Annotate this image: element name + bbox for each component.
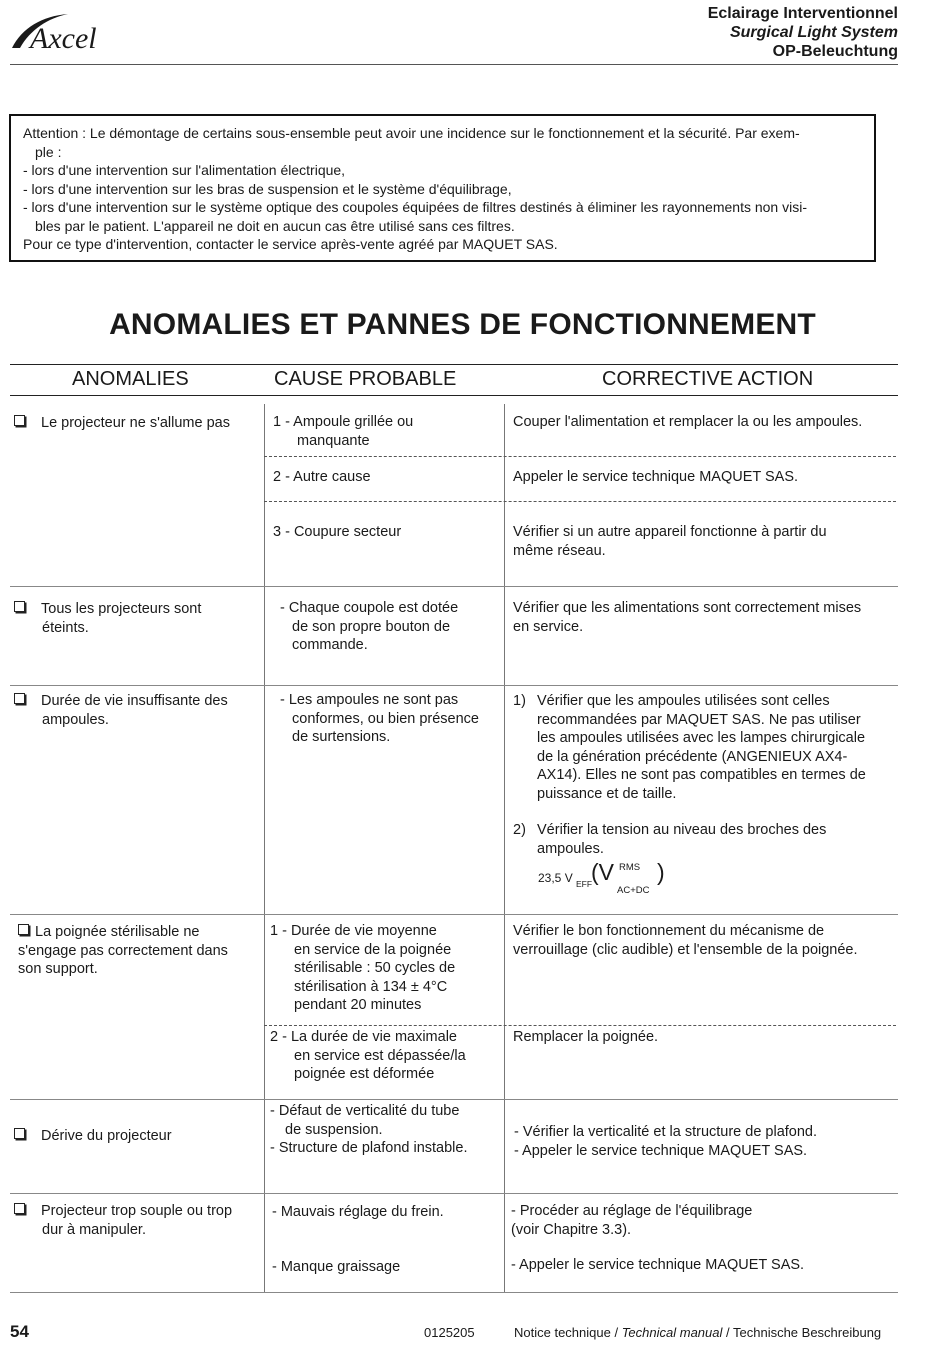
voltage-subscript: EFF [576,879,593,889]
action-cell: Couper l'alimentation et remplacer la ou les ampoules. [513,414,863,430]
action-line: recommandées par MAQUET SAS. Ne pas utiliser [537,711,861,728]
table-row-anomaly [14,1202,232,1239]
column-divider [264,404,265,1292]
anomaly-text: s'engage pas correctement dans [18,942,228,959]
subrow-divider [264,1025,896,1026]
table-row-anomaly [14,692,228,729]
table-row-anomaly [14,414,230,433]
anomaly-text: Durée de vie insuffisante des [41,693,228,709]
action-cell [514,1123,817,1160]
footer-manual-title [514,1325,881,1340]
voltage-value: 23,5 V [538,871,573,885]
cause-line: en service de la poignée [294,941,452,958]
action-line: même réseau. [513,542,606,559]
row-divider [10,1193,898,1194]
cause-line: 2 - La durée de vie maximale [270,1029,457,1045]
action-line: - Vérifier la verticalité et la structure de plafond. [514,1124,818,1140]
action-cell [513,692,893,858]
action-item [513,692,893,803]
table-row-anomaly [18,923,228,979]
header-title-fr: Eclairage Interventionnel [707,5,898,22]
footer-title-de: Technische Beschreibung [733,1325,882,1340]
header-title-de: OP-Beleuchtung [772,43,898,60]
voltage-acdc: AC+DC [617,885,650,896]
action-line: ampoules. [537,840,604,857]
list-number: 2) [513,822,526,838]
action-cell [513,599,861,636]
action-line: Vérifier que les alimentations sont correctement mises [513,600,862,616]
cause-cell [280,691,479,747]
cause-line: poignée est déformée [294,1066,435,1082]
action-line: Vérifier que les ampoules utilisées sont celles [537,693,830,709]
cause-cell: 2 - Autre cause [273,469,371,485]
action-cell [513,523,827,560]
anomaly-text: Tous les projecteurs sont [41,601,202,617]
row-divider [10,586,898,587]
cause-cell [273,413,413,450]
action-line: Vérifier la tension au niveau des broches des [537,822,827,838]
footer-title-fr: Notice technique [514,1325,611,1340]
voltage-paren-open: (V [591,859,614,885]
row-divider [10,1099,898,1100]
action-cell: - Appeler le service technique MAQUET SAS. [511,1257,805,1273]
cause-cell [270,1028,466,1084]
anomaly-text: Dérive du projecteur [41,1128,172,1144]
cause-line: 1 - Durée de vie moyenne [270,923,437,939]
document-reference: 0125205 [424,1325,475,1340]
checkbox-bullet-icon [14,601,25,612]
row-divider [10,914,898,915]
cause-cell [270,1102,467,1158]
warning-line: bles par le patient. L'appareil ne doit en aucun cas être utilisé sans ces filtres. [35,217,515,234]
footer-separator: / [722,1325,733,1340]
footer-separator: / [610,1325,622,1340]
action-line: (voir Chapitre 3.3). [511,1221,632,1238]
cause-cell [270,922,455,1015]
warning-line: - lors d'une intervention sur le système optique des coupoles équipées de filtres destinés à éliminer les rayonnements non visi- [23,199,807,215]
cause-line: - Chaque coupole est dotée [280,600,459,616]
anomaly-text: son support. [18,961,98,977]
action-cell [513,922,858,959]
action-line: en service. [513,618,584,635]
cause-cell [280,599,458,655]
column-header-cause: CAUSE PROBABLE [274,368,457,390]
anomaly-text: Le projecteur ne s'allume pas [41,415,230,431]
action-cell [511,1202,752,1239]
anomaly-text: ampoules. [42,711,109,728]
cause-line: - Défaut de verticalité du tube [270,1103,460,1119]
action-line: - Procéder au réglage de l'équilibrage [511,1203,753,1219]
action-line: Vérifier si un autre appareil fonctionne à partir du [513,524,827,540]
column-divider [504,404,505,1292]
anomaly-text: Projecteur trop souple ou trop [41,1203,233,1219]
row-divider [10,685,898,686]
action-item [513,821,893,858]
checkbox-bullet-icon [14,1203,25,1214]
anomaly-text: dur à manipuler. [42,1221,146,1238]
action-line: les ampoules utilisées avec les lampes chirurgicale [537,730,866,746]
warning-line: - lors d'une intervention sur les bras de suspension et le système d'équilibrage, [23,180,512,197]
warning-box [9,114,876,262]
cause-line: de son propre bouton de [292,618,451,635]
action-line: - Appeler le service technique MAQUET SAS. [514,1142,808,1159]
cause-line: - Les ampoules ne sont pas [280,692,459,708]
footer-title-en: Technical manual [621,1325,723,1340]
action-line: de la génération précédente (ANGENIEUX AX4- [537,748,848,765]
cause-line: conformes, ou bien présence [292,710,479,727]
anomaly-text: éteints. [42,619,89,636]
list-number: 1) [513,693,526,709]
table-row-anomaly [14,1127,172,1146]
action-cell: Appeler le service technique MAQUET SAS. [513,469,799,485]
action-cell: Remplacer la poignée. [513,1029,659,1045]
cause-line: pendant 20 minutes [294,997,422,1013]
checkbox-bullet-icon [14,1128,25,1139]
action-line: AX14). Elles ne sont pas compatibles en termes de [537,767,866,783]
table-top-rule [10,364,898,365]
checkbox-bullet-icon [14,415,25,426]
anomaly-text: La poignée stérilisable ne [35,924,200,940]
cause-line: de surtensions. [292,729,391,745]
header-title-en: Surgical Light System [729,24,898,41]
cause-line: manquante [297,432,370,449]
action-line: verrouillage (clic audible) et l'ensemble de la poignée. [513,941,858,958]
cause-cell: - Manque graissage [272,1259,401,1275]
action-line: puissance et de taille. [537,785,677,802]
cause-line: stérilisation à 134 ± 4°C [294,978,448,995]
warning-line: ple : [35,143,62,160]
column-header-action: CORRECTIVE ACTION [602,368,814,390]
cause-line: commande. [292,637,368,653]
document-header-title [708,4,898,61]
axcel-logo [8,8,128,52]
cause-line: en service est dépassée/la [294,1047,466,1064]
action-line: Vérifier le bon fonctionnement du mécanisme de [513,923,825,939]
page-title: ANOMALIES ET PANNES DE FONCTIONNEMENT [109,308,816,341]
table-header-rule [10,395,898,396]
cause-line: stérilisable : 50 cycles de [294,960,456,976]
logo-wordmark: Axcel [30,22,97,52]
warning-line: - lors d'une intervention sur l'alimentation électrique, [23,162,346,178]
cause-cell: 3 - Coupure secteur [273,524,402,540]
cause-line: - Structure de plafond instable. [270,1140,468,1156]
warning-line: Attention : Le démontage de certains sous-ensemble peut avoir une incidence sur le fonctionnement et la sécurité. Par exem- [23,125,800,141]
column-header-anomalies: ANOMALIES [72,368,189,390]
voltage-formula [538,859,678,899]
checkbox-bullet-icon [18,924,29,935]
page-number: 54 [10,1322,29,1341]
subrow-divider [264,501,896,502]
subrow-divider [264,456,896,457]
voltage-rms: RMS [619,862,641,873]
cause-cell: - Mauvais réglage du frein. [272,1204,444,1220]
checkbox-bullet-icon [14,693,25,704]
header-divider [10,64,898,65]
table-row-anomaly [14,600,201,637]
row-divider [10,1292,898,1293]
cause-line: de suspension. [285,1121,383,1138]
cause-line: 1 - Ampoule grillée ou [273,414,414,430]
voltage-paren-close: ) [657,859,665,885]
warning-line: Pour ce type d'intervention, contacter le service après-vente agréé par MAQUET SAS. [23,236,558,252]
